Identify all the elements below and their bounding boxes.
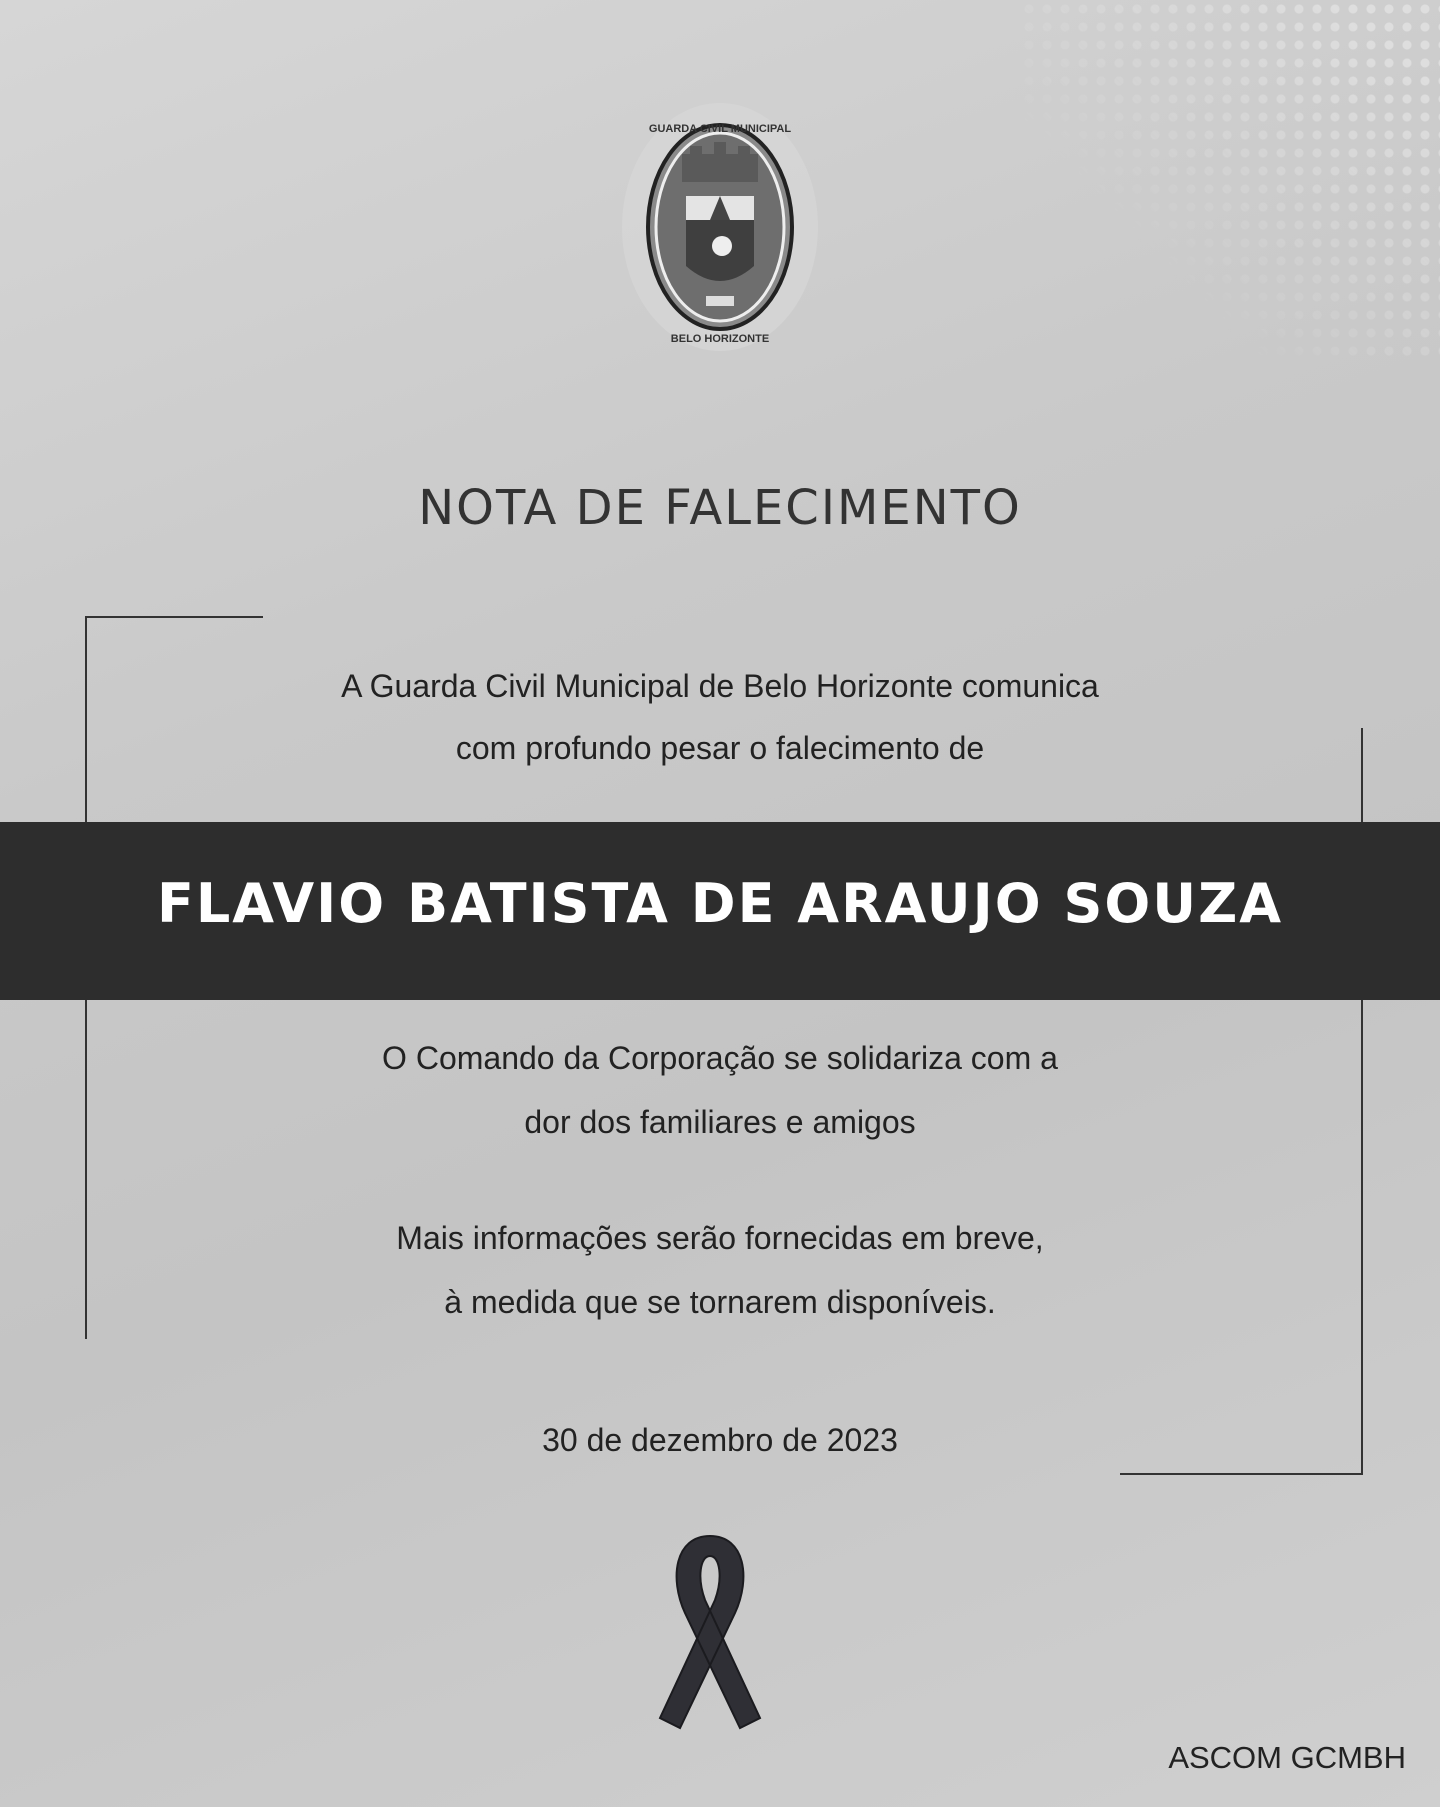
right-bracket-bottom — [1120, 1473, 1363, 1475]
dot-pattern — [1020, 0, 1440, 360]
page-title: NOTA DE FALECIMENTO — [418, 480, 1022, 536]
intro-line-2: com profundo pesar o falecimento de — [455, 730, 985, 766]
svg-text:GUARDA CIVIL MUNICIPAL: GUARDA CIVIL MUNICIPAL — [648, 123, 792, 135]
gcmbh-badge-logo — [620, 96, 820, 358]
svg-text:BELO HORIZONTE: BELO HORIZONTE — [670, 333, 770, 345]
mourning-ribbon-icon — [655, 1528, 765, 1738]
date: 30 de dezembro de 2023 — [542, 1422, 898, 1458]
left-bracket-top — [85, 616, 263, 618]
info-line-2: à medida que se tornarem disponíveis. — [444, 1284, 996, 1320]
solidarity-line-2: dor dos familiares e amigos — [524, 1104, 916, 1140]
credit: ASCOM GCMBH — [1168, 1740, 1406, 1775]
solidarity-line-1: O Comando da Corporação se solidariza com a — [382, 1040, 1058, 1076]
intro-line-1: A Guarda Civil Municipal de Belo Horizonte comunica — [341, 668, 1099, 704]
deceased-name: FLAVIO BATISTA DE ARAUJO SOUZA — [156, 872, 1284, 935]
info-line-1: Mais informações serão fornecidas em breve, — [396, 1220, 1044, 1256]
